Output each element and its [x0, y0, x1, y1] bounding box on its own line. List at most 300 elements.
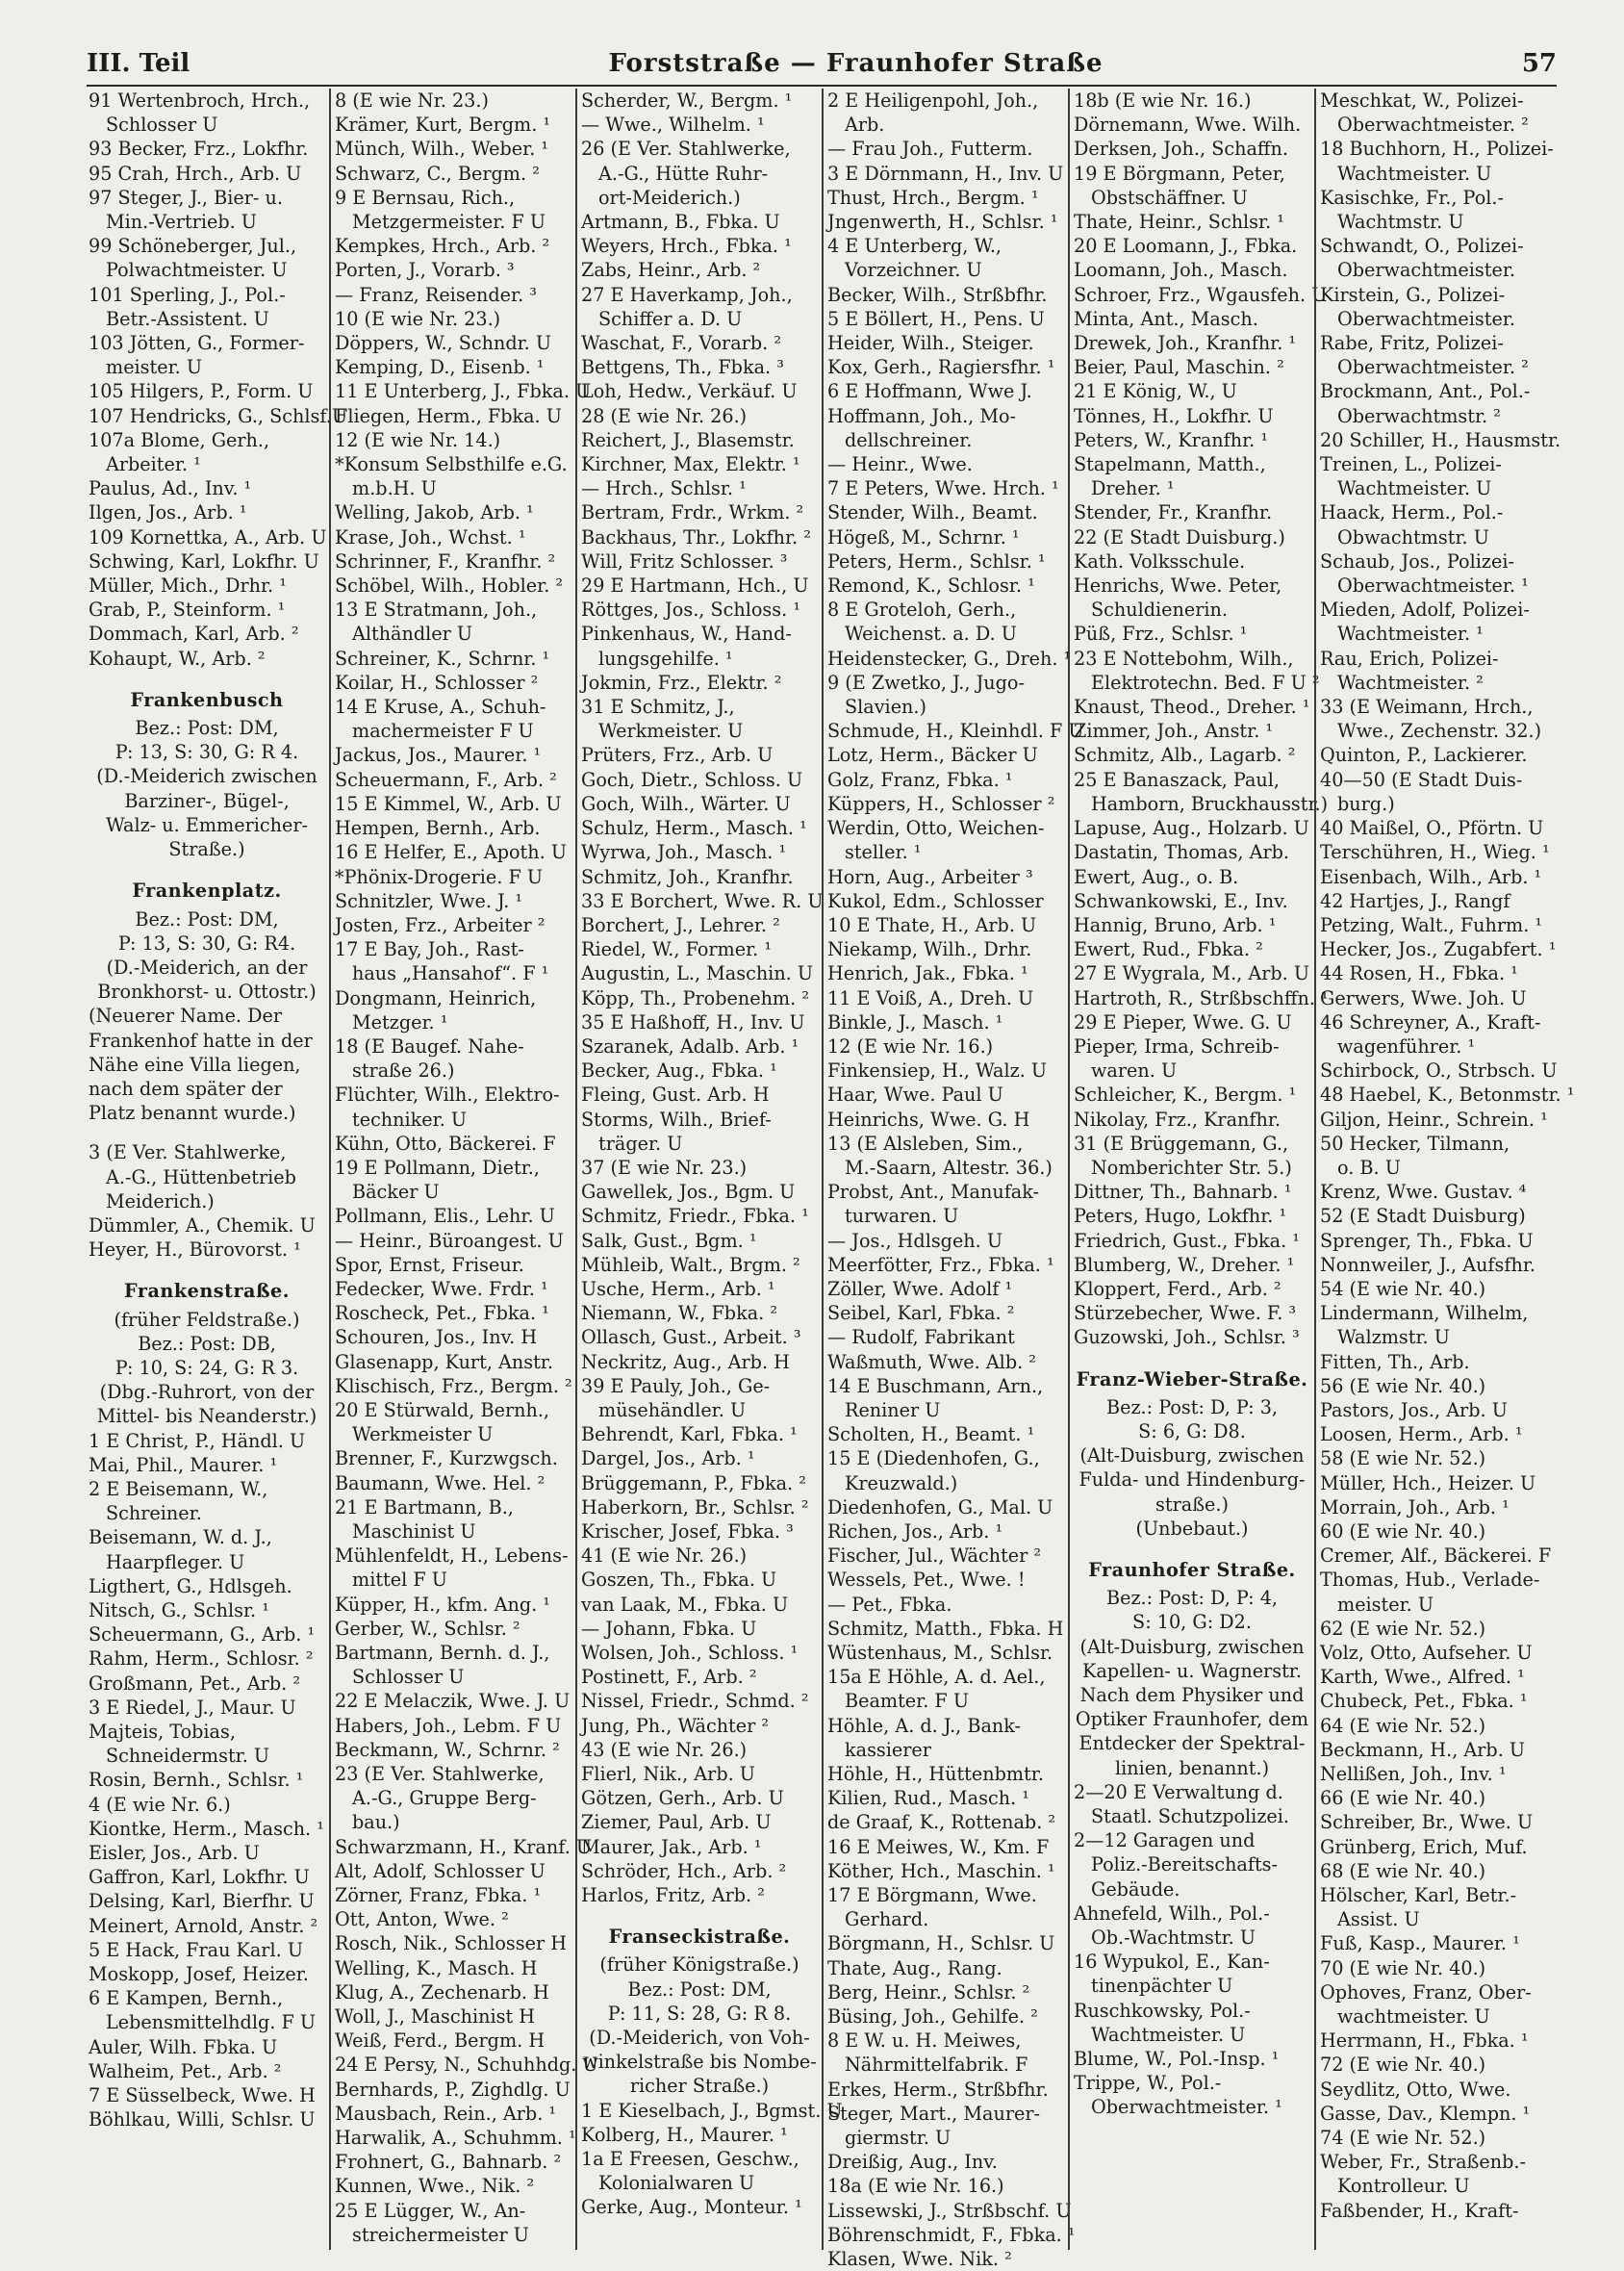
- street-info-line: Barziner-, Bügel-,: [124, 789, 290, 812]
- directory-entry-line: Köpp, Th., Probenehm. ²: [581, 986, 810, 1009]
- directory-entry-line: Weber, Fr., Straßenb.-: [1320, 2151, 1526, 2174]
- directory-entry-line: Schroer, Frz., Wgausfeh. U: [1074, 283, 1328, 306]
- directory-entry-line: Hannig, Bruno, Arb. ¹: [1074, 913, 1277, 936]
- directory-entry-line: Sprenger, Th., Fbka. U: [1320, 1229, 1534, 1252]
- directory-entry-line: Storms, Wilh., Brief-: [581, 1108, 772, 1131]
- directory-entry-line: bau.): [352, 1811, 400, 1834]
- directory-entry-line: 16 E Helfer, E., Apoth. U: [335, 841, 567, 864]
- directory-entry-line: van Laak, M., Fbka. U: [581, 1593, 789, 1616]
- directory-entry-line: Wachtmeister. ¹: [1337, 623, 1484, 646]
- directory-entry-line: Rabe, Fritz, Polizei-: [1320, 332, 1504, 355]
- directory-entry-line: Eisenbach, Wilh., Arb. ¹: [1320, 865, 1542, 888]
- directory-entry-line: 107a Blome, Gerh.,: [89, 428, 270, 451]
- street-info-line: P: 13, S: 30, G: R4.: [117, 931, 296, 955]
- directory-entry-line: meister. U: [106, 356, 203, 379]
- directory-entry-line: Assist. U: [1337, 1908, 1420, 1931]
- directory-entry-line: Nitsch, G., Schlsr. ¹: [89, 1598, 269, 1621]
- directory-entry-line: — Pet., Fbka.: [827, 1593, 952, 1616]
- directory-entry-line: Schöbel, Wilh., Hobler. ²: [335, 574, 564, 598]
- directory-entry-line: 70 (E wie Nr. 40.): [1320, 1956, 1486, 1979]
- directory-entry-line: 9 E Bernsau, Rich.,: [335, 186, 516, 209]
- directory-entry-line: Backhaus, Thr., Lokfhr. ²: [581, 525, 811, 549]
- directory-entry-line: Großmann, Pet., Arb. ²: [89, 1671, 301, 1695]
- directory-entry-line: Ziemer, Paul, Arb. U: [581, 1811, 772, 1834]
- street-info-line: (früher Königstraße.): [599, 1953, 799, 1977]
- directory-entry-line: 16 Wypukol, E., Kan-: [1074, 1951, 1270, 1974]
- directory-entry-line: Cremer, Alf., Bäckerei. F: [1320, 1544, 1552, 1568]
- directory-entry-line: Münch, Wilh., Weber. ¹: [335, 138, 549, 161]
- directory-entry-line: Goch, Dietr., Schloss. U: [581, 768, 803, 791]
- directory-entry-line: Jokmin, Frz., Elektr. ²: [581, 671, 782, 694]
- street-heading: Frankenplatz.: [132, 880, 282, 903]
- directory-entry-line: Gerke, Aug., Monteur. ¹: [581, 2196, 802, 2219]
- column-4: [822, 89, 1084, 2271]
- directory-entry-line: Niekamp, Wilh., Drhr.: [827, 938, 1032, 961]
- directory-entry-line: 11 E Unterberg, J., Fbka. U: [335, 380, 592, 403]
- directory-entry-line: Erkes, Herm., Strßbfhr.: [827, 2078, 1049, 2101]
- directory-entry-line: Seibel, Karl, Fbka. ²: [827, 1302, 1015, 1325]
- directory-entry-line: Brockmann, Ant., Pol.-: [1320, 380, 1531, 403]
- directory-entry-line: A.-G., Gruppe Berg-: [352, 1787, 537, 1810]
- directory-entry-line: Kempkes, Hrch., Arb. ²: [335, 235, 550, 258]
- directory-entry-line: Stender, Fr., Kranfhr.: [1074, 501, 1273, 524]
- street-info-line: winkelstraße bis Nombe-: [582, 2051, 817, 2074]
- directory-entry-line: giermstr. U: [845, 2127, 952, 2150]
- directory-entry-line: Schlosser U: [352, 1666, 465, 1689]
- directory-entry-line: Dörnemann, Wwe. Wilh.: [1074, 114, 1302, 137]
- directory-entry-line: Gaffron, Karl, Lokfhr. U: [89, 1866, 310, 1889]
- directory-entry-line: Rahm, Herm., Schlosr. ²: [89, 1647, 314, 1671]
- directory-entry-line: Waschat, F., Vorarb. ²: [581, 332, 782, 355]
- directory-entry-line: Kohaupt, W., Arb. ²: [89, 647, 266, 670]
- directory-entry-line: Wachtmeister. U: [1337, 477, 1492, 500]
- directory-entry-line: Steger, Mart., Maurer-: [827, 2102, 1041, 2125]
- directory-entry-line: 7 E Peters, Wwe. Hrch. ¹: [827, 477, 1059, 500]
- directory-entry-line: Schleicher, K., Bergm. ¹: [1074, 1084, 1297, 1107]
- street-info-line: (früher Feldstraße.): [114, 1308, 300, 1331]
- directory-entry-line: Augustin, L., Maschin. U: [581, 962, 814, 985]
- directory-entry-line: Majteis, Tobias,: [89, 1721, 236, 1743]
- street-info-line: Bronkhorst- u. Ottostr.): [97, 981, 317, 1004]
- directory-entry-line: Mieden, Adolf, Polizei-: [1320, 599, 1530, 622]
- directory-entry-line: Kox, Gerh., Ragiersfhr. ¹: [827, 356, 1055, 379]
- column-1: [85, 89, 348, 2250]
- directory-entry-line: Krämer, Kurt, Bergm. ¹: [335, 114, 551, 137]
- directory-entry-line: 22 E Melaczik, Wwe. J. U: [335, 1690, 571, 1713]
- directory-entry-line: 11 E Voiß, A., Dreh. U: [827, 986, 1034, 1009]
- directory-entry-line: Kirstein, G., Polizei-: [1320, 283, 1506, 306]
- directory-entry-line: Reniner U: [845, 1398, 941, 1421]
- directory-entry-line: Gerber, W., Schlsr. ²: [335, 1617, 520, 1640]
- directory-entry-line: 46 Schreyner, A., Kraft-: [1320, 1010, 1541, 1033]
- directory-entry-line: Kunnen, Wwe., Nik. ²: [335, 2175, 535, 2198]
- directory-entry-line: nach dem später der: [89, 1077, 283, 1100]
- directory-entry-line: Petzing, Walt., Fuhrm. ¹: [1320, 913, 1543, 936]
- directory-entry-line: Dongmann, Heinrich,: [335, 986, 537, 1009]
- directory-entry-line: Büsing, Joh., Gehilfe. ²: [827, 2005, 1038, 2029]
- street-info-line: Nach dem Physiker und: [1079, 1684, 1305, 1706]
- directory-entry-line: Brenner, F., Kurzwgsch.: [335, 1447, 558, 1470]
- street-info-line: P: 13, S: 30, G: R 4.: [114, 741, 299, 764]
- directory-entry-line: Ligthert, G., Hdlsgeh.: [89, 1574, 292, 1597]
- directory-entry-line: Horn, Aug., Arbeiter ³: [827, 865, 1033, 888]
- directory-entry-line: 107 Hendricks, G., Schlsf.U: [89, 404, 348, 427]
- directory-entry-line: A.-G., Hütte Ruhr-: [598, 162, 769, 185]
- directory-entry-line: Salk, Gust., Bgm. ¹: [581, 1229, 757, 1252]
- directory-entry-line: Harlos, Fritz, Arb. ²: [581, 1884, 765, 1907]
- directory-entry-line: Tönnes, H., Lokfhr. U: [1074, 404, 1274, 427]
- directory-entry-line: Baumann, Wwe. Hel. ²: [335, 1471, 546, 1494]
- directory-entry-line: Mühlenfeldt, H., Lebens-: [335, 1544, 569, 1568]
- directory-entry-line: 99 Schöneberger, Jul.,: [89, 235, 297, 258]
- directory-entry-line: 33 E Borchert, Wwe. R. U: [581, 889, 824, 912]
- directory-entry-line: Kemping, D., Eisenb. ¹: [335, 356, 545, 379]
- directory-entry-line: Schmitz, Friedr., Fbka. ¹: [581, 1205, 809, 1228]
- directory-entry-line: 14 E Buschmann, Arn.,: [827, 1374, 1044, 1397]
- street-info-line: Bez.: Post: DM,: [135, 907, 279, 931]
- directory-entry-line: Hecker, Jos., Zugabfert. ¹: [1320, 938, 1557, 961]
- street-info-line: (D.-Meiderich, an der: [106, 956, 308, 979]
- directory-entry-line: 14 E Kruse, A., Schuh-: [335, 696, 546, 719]
- directory-entry-line: Guzowski, Joh., Schlsr. ³: [1074, 1326, 1300, 1349]
- directory-entry-line: Lebensmittelhdlg. F U: [106, 2011, 317, 2034]
- directory-entry-line: Quinton, P., Lackierer.: [1320, 744, 1528, 767]
- directory-entry-line: Höhle, H., Hüttenbmtr.: [827, 1763, 1044, 1786]
- column-6: [1314, 89, 1575, 2250]
- directory-entry-line: Chubeck, Pet., Fbka. ¹: [1320, 1690, 1528, 1713]
- directory-entry-line: Derksen, Joh., Schaffn.: [1074, 138, 1288, 161]
- directory-entry-line: 18 (E Baugef. Nahe-: [335, 1034, 524, 1058]
- directory-entry-line: — Jos., Hdlsgeh. U: [827, 1229, 1003, 1252]
- directory-entry-line: 18 Buchhorn, H., Polizei-: [1320, 138, 1554, 161]
- directory-entry-line: Götzen, Gerh., Arb. U: [581, 1787, 784, 1810]
- street-info-line: (Unbebaut.): [1135, 1517, 1249, 1540]
- directory-entry-line: 28 (E wie Nr. 26.): [581, 404, 748, 427]
- directory-entry-line: Frohnert, G., Bahnarb. ²: [335, 2151, 562, 2174]
- directory-entry-line: 37 (E wie Nr. 23.): [581, 1156, 748, 1179]
- directory-entry-line: Schmitz, Matth., Fbka. H: [827, 1617, 1064, 1640]
- directory-entry-line: Zimmer, Joh., Anstr. ¹: [1074, 720, 1274, 743]
- column-3: [575, 89, 843, 2250]
- street-info-line: Kapellen- u. Wagnerstr.: [1082, 1659, 1302, 1682]
- directory-entry-line: Haberkorn, Br., Schlsr. ²: [581, 1495, 809, 1518]
- column-2: [329, 89, 598, 2250]
- directory-entry-line: Schreiber, Br., Wwe. U: [1320, 1811, 1534, 1834]
- directory-entry-line: Schreiner.: [106, 1502, 202, 1525]
- directory-entry-line: Fleing, Gust. Arb. H: [581, 1084, 770, 1107]
- directory-entry-line: Wüstenhaus, M., Schlsr.: [827, 1642, 1053, 1664]
- directory-entry-line: Fischer, Jul., Wächter ²: [827, 1544, 1042, 1568]
- directory-entry-line: Kirchner, Max, Elektr. ¹: [581, 453, 800, 476]
- directory-entry-line: 5 E Böllert, H., Pens. U: [827, 307, 1045, 330]
- directory-entry-line: Kloppert, Ferd., Arb. ²: [1074, 1277, 1281, 1300]
- directory-entry-line: 25 E Lügger, W., An-: [335, 2199, 526, 2222]
- directory-entry-line: Wachtmstr. U: [1337, 211, 1464, 234]
- directory-entry-line: Kasischke, Fr., Pol.-: [1320, 186, 1504, 209]
- directory-entry-line: Böhrenschmidt, F., Fbka. ¹: [827, 2223, 1076, 2246]
- directory-entry-line: waren. U: [1091, 1059, 1178, 1083]
- directory-entry-line: Gerwers, Wwe. Joh. U: [1320, 986, 1527, 1009]
- directory-entry-line: Hartroth, R., Strßbschffn. ¹: [1074, 986, 1329, 1009]
- directory-entry-line: meister. U: [1337, 1593, 1434, 1616]
- directory-entry-line: 8 (E wie Nr. 23.): [335, 89, 489, 112]
- directory-entry-line: Platz benannt wurde.): [89, 1102, 296, 1125]
- directory-entry-line: 64 (E wie Nr. 52.): [1320, 1714, 1486, 1737]
- directory-entry-line: Welling, Jakob, Arb. ¹: [335, 501, 534, 524]
- directory-entry-line: burg.): [1337, 792, 1395, 815]
- directory-entry-line: Röttges, Jos., Schloss. ¹: [581, 599, 801, 622]
- directory-entry-line: m.b.H. U: [352, 477, 437, 500]
- directory-entry-line: Berg, Heinr., Schlsr. ²: [827, 1980, 1030, 2003]
- directory-entry-line: Schreiner, K., Schrnr. ¹: [335, 647, 550, 670]
- directory-entry-line: 31 (E Brüggemann, G.,: [1074, 1132, 1289, 1155]
- directory-entry-line: Dommach, Karl, Arb. ²: [89, 623, 299, 646]
- directory-entry-line: Ollasch, Gust., Arbeit. ³: [581, 1326, 801, 1349]
- directory-entry-line: Krenz, Wwe. Gustav. ⁴: [1320, 1181, 1527, 1204]
- street-heading: Fraunhofer Straße.: [1088, 1558, 1296, 1581]
- directory-entry-line: Harwalik, A., Schuhmm. ¹: [335, 2127, 576, 2150]
- directory-entry-line: Schröder, Hch., Arb. ²: [581, 1859, 787, 1882]
- directory-entry-line: 109 Kornettka, A., Arb. U: [89, 525, 327, 549]
- directory-entry-line: 15 E (Diedenhofen, G.,: [827, 1447, 1040, 1470]
- directory-entry-line: Postinett, F., Arb. ²: [581, 1666, 757, 1689]
- directory-entry-line: Lotz, Herm., Bäcker U: [827, 744, 1038, 767]
- directory-entry-line: 101 Sperling, J., Pol.-: [89, 283, 286, 306]
- directory-entry-line: Frankenhof hatte in der: [89, 1029, 313, 1052]
- directory-entry-line: 2 E Heiligenpohl, Joh.,: [827, 89, 1039, 112]
- directory-entry-line: Beamter. F U: [845, 1690, 969, 1713]
- directory-entry-line: Moskopp, Josef, Heizer.: [89, 1963, 309, 1986]
- directory-entry-line: Stapelmann, Matth.,: [1074, 453, 1266, 476]
- directory-entry-line: Nikolay, Frz., Kranfhr.: [1074, 1108, 1281, 1131]
- directory-entry-line: 1 E Christ, P., Händl. U: [89, 1429, 306, 1452]
- directory-entry-line: Bertram, Frdr., Wrkm. ²: [581, 501, 804, 524]
- directory-entry-line: 56 (E wie Nr. 40.): [1320, 1374, 1486, 1397]
- directory-columns: [85, 89, 1575, 2271]
- directory-entry-line: 1a E Freesen, Geschw.,: [581, 2148, 799, 2171]
- directory-entry-line: Nonnweiler, J., Aufsfhr.: [1320, 1253, 1536, 1276]
- directory-entry-line: 18b (E wie Nr. 16.): [1074, 89, 1252, 112]
- directory-entry-line: 42 Hartjes, J., Rangf: [1320, 889, 1510, 912]
- directory-entry-line: 3 E Dörnmann, H., Inv. U: [827, 162, 1064, 185]
- directory-entry-line: Oberwachtmeister. ²: [1337, 356, 1529, 379]
- directory-entry-line: Schwing, Karl, Lokfhr. U: [89, 549, 319, 573]
- directory-entry-line: Pastors, Jos., Arb. U: [1320, 1398, 1508, 1421]
- directory-entry-line: Metzger. ¹: [352, 1010, 448, 1033]
- directory-entry-line: Beisemann, W. d. J.,: [89, 1526, 272, 1549]
- directory-entry-line: Walzmstr. U: [1337, 1326, 1450, 1349]
- directory-entry-line: Haack, Herm., Pol.-: [1320, 501, 1504, 524]
- directory-entry-line: Werdin, Otto, Weichen-: [827, 817, 1045, 840]
- directory-entry-line: Wachtmeister. ²: [1337, 671, 1484, 694]
- street-info-line: Entdecker der Spektral-: [1078, 1732, 1306, 1755]
- directory-entry-line: Oberwachtmeister. ¹: [1091, 2096, 1282, 2119]
- directory-entry-line: Schrinner, F., Kranfhr. ²: [335, 549, 556, 573]
- directory-entry-line: Ilgen, Jos., Arb. ¹: [89, 501, 247, 524]
- directory-entry-line: o. B. U: [1337, 1156, 1401, 1179]
- directory-entry-line: Dümmler, A., Chemik. U: [89, 1213, 316, 1237]
- directory-entry-line: Betr.-Assistent. U: [106, 307, 269, 330]
- directory-entry-line: Faßbender, H., Kraft-: [1320, 2199, 1519, 2222]
- directory-entry-line: Auler, Wilh. Fbka. U: [89, 2035, 278, 2058]
- street-info-line: Fulda- und Hindenburg-: [1078, 1468, 1306, 1492]
- street-info-line: Mittel- bis Neanderstr.): [96, 1405, 317, 1428]
- street-heading: Frankenbusch: [130, 688, 284, 711]
- directory-entry-line: wachtmeister. U: [1337, 2005, 1490, 2029]
- directory-entry-line: 29 E Pieper, Wwe. G. U: [1074, 1010, 1292, 1033]
- street-info-line: (D.-Meiderich, von Voh-: [589, 2027, 810, 2050]
- directory-entry-line: Metzgermeister. F U: [352, 211, 546, 234]
- directory-entry-line: Becker, Aug., Fbka. ¹: [581, 1059, 777, 1083]
- directory-entry-line: Brüggemann, P., Fbka. ²: [581, 1471, 806, 1494]
- directory-entry-line: Lapuse, Aug., Holzarb. U: [1074, 817, 1309, 840]
- directory-entry-line: Reichert, J., Blasemstr.: [581, 428, 795, 451]
- directory-entry-line: Thate, Aug., Rang.: [827, 1956, 1002, 1979]
- directory-entry-line: Klischisch, Frz., Bergm. ²: [335, 1374, 572, 1397]
- directory-entry-line: Grab, P., Steinform. ¹: [89, 599, 286, 622]
- directory-entry-line: Mausbach, Rein., Arb. ¹: [335, 2102, 557, 2125]
- directory-entry-line: Glasenapp, Kurt, Anstr.: [335, 1350, 553, 1373]
- directory-entry-line: Peters, Hugo, Lokfhr. ¹: [1074, 1205, 1287, 1228]
- directory-entry-line: 23 (E Ver. Stahlwerke,: [335, 1763, 545, 1786]
- directory-entry-line: Finkensiep, H., Walz. U: [827, 1059, 1048, 1083]
- directory-entry-line: Borchert, J., Lehrer. ²: [581, 913, 780, 936]
- directory-entry-line: Grünberg, Erich, Muf.: [1320, 1835, 1528, 1858]
- directory-entry-line: träger. U: [598, 1132, 683, 1155]
- directory-entry-line: 44 Rosen, H., Fbka. ¹: [1320, 962, 1518, 985]
- directory-entry-line: 2—12 Garagen und: [1074, 1829, 1256, 1852]
- directory-entry-line: Müller, Mich., Drhr. ¹: [89, 574, 287, 598]
- directory-entry-line: Henrichs, Wwe. Peter,: [1074, 574, 1282, 598]
- column-5: [1068, 89, 1329, 2250]
- directory-entry-line: streichermeister U: [352, 2223, 529, 2246]
- directory-entry-line: Flüchter, Wilh., Elektro-: [335, 1084, 560, 1107]
- directory-entry-line: Rau, Erich, Polizei-: [1320, 647, 1499, 670]
- directory-entry-line: 40 Maißel, O., Pförtn. U: [1320, 817, 1544, 840]
- directory-entry-line: 9 (E Zwetko, J., Jugo-: [827, 671, 1025, 694]
- directory-entry-line: müsehändler. U: [598, 1398, 747, 1421]
- directory-entry-line: Oberwachtmstr. ²: [1337, 404, 1501, 427]
- directory-entry-line: Waßmuth, Wwe. Alb. ²: [827, 1350, 1036, 1373]
- directory-entry-line: Krase, Joh., Wchst. ¹: [335, 525, 526, 549]
- directory-entry-line: Nomberichter Str. 5.): [1091, 1156, 1292, 1179]
- directory-entry-line: Elektrotechn. Bed. F U ²: [1091, 671, 1320, 694]
- directory-entry-line: 8 E Groteloh, Gerh.,: [827, 599, 1017, 622]
- street-info-line: (Alt-Duisburg, zwischen: [1079, 1444, 1305, 1467]
- directory-entry-line: 72 (E wie Nr. 40.): [1320, 2054, 1486, 2077]
- street-info-line: Bez.: Post: D, P: 4,: [1105, 1587, 1279, 1610]
- directory-entry-line: Friedrich, Gust., Fbka. ¹: [1074, 1229, 1300, 1252]
- directory-entry-line: Binkle, J., Masch. ¹: [827, 1010, 1003, 1033]
- directory-entry-line: Küpper, H., kfm. Ang. ¹: [335, 1593, 550, 1616]
- directory-entry-line: Niemann, W., Fbka. ²: [581, 1302, 778, 1325]
- directory-entry-line: Drewek, Joh., Kranfhr. ¹: [1074, 332, 1297, 355]
- directory-entry-line: Nissel, Friedr., Schmd. ²: [581, 1690, 809, 1713]
- directory-entry-line: Seydlitz, Otto, Wwe.: [1320, 2078, 1511, 2101]
- directory-entry-line: Böhlkau, Willi, Schlsr. U: [89, 2108, 316, 2131]
- directory-entry-line: Loh, Hedw., Verkäuf. U: [581, 380, 798, 403]
- directory-entry-line: 58 (E wie Nr. 52.): [1320, 1447, 1486, 1470]
- directory-entry-line: Arbeiter. ¹: [106, 453, 201, 476]
- directory-entry-line: Weiß, Ferd., Bergm. H: [335, 2029, 546, 2053]
- directory-entry-line: Hölscher, Karl, Betr.-: [1320, 1884, 1517, 1907]
- directory-entry-line: Krischer, Josef, Fbka. ³: [581, 1519, 794, 1543]
- directory-entry-line: 48 Haebel, K., Betonmstr. ¹: [1320, 1084, 1575, 1107]
- directory-entry-line: Trippe, W., Pol.-: [1074, 2072, 1222, 2095]
- directory-entry-line: Weichenst. a. D. U: [845, 623, 1017, 646]
- directory-entry-line: Golz, Franz, Fbka. ¹: [827, 768, 1013, 791]
- directory-entry-line: Schwankowski, E., Inv.: [1074, 889, 1288, 912]
- directory-entry-line: Gasse, Dav., Klempn. ¹: [1320, 2102, 1531, 2125]
- street-info-line: linien, benannt.): [1114, 1756, 1270, 1779]
- directory-entry-line: — Johann, Fbka. U: [581, 1617, 757, 1640]
- directory-entry-line: *Konsum Selbsthilfe e.G.: [335, 453, 568, 476]
- directory-entry-line: — Hrch., Schlsr. ¹: [581, 477, 747, 500]
- directory-entry-line: Wolsen, Joh., Schloss. ¹: [581, 1642, 799, 1664]
- directory-entry-line: Dargel, Jos., Arb. ¹: [581, 1447, 755, 1470]
- directory-entry-line: Bartmann, Bernh. d. J.,: [335, 1642, 550, 1664]
- directory-entry-line: Scherder, W., Bergm. ¹: [581, 89, 793, 112]
- directory-entry-line: Lindermann, Wilhelm,: [1320, 1302, 1529, 1325]
- directory-entry-line: Bettgens, Th., Fbka. ³: [581, 356, 784, 379]
- directory-entry-line: 3 (E Ver. Stahlwerke,: [89, 1141, 287, 1164]
- directory-entry-line: Peters, W., Kranfhr. ¹: [1074, 428, 1269, 451]
- directory-entry-line: A.-G., Hüttenbetrieb: [106, 1165, 296, 1188]
- directory-entry-line: Lissewski, J., Strßbschf. U: [827, 2199, 1072, 2222]
- directory-entry-line: 103 Jötten, G., Former-: [89, 332, 305, 355]
- directory-entry-line: 24 E Persy, N., Schuhhdg. U: [335, 2054, 598, 2077]
- directory-entry-line: 17 E Börgmann, Wwe.: [827, 1884, 1037, 1907]
- directory-entry-line: Ophoves, Franz, Ober-: [1320, 1980, 1532, 2003]
- directory-entry-line: Dreher. ¹: [1091, 477, 1175, 500]
- directory-entry-line: Delsing, Karl, Bierfhr. U: [89, 1890, 315, 1913]
- directory-entry-line: Zörner, Franz, Fbka. ¹: [335, 1884, 542, 1907]
- directory-entry-line: 25 E Banaszack, Paul,: [1074, 768, 1281, 791]
- directory-entry-line: Pinkenhaus, W., Hand-: [581, 623, 792, 646]
- directory-entry-line: 12 (E wie Nr. 16.): [827, 1034, 994, 1058]
- directory-entry-line: Heinrichs, Wwe. G. H: [827, 1108, 1030, 1131]
- street-info-line: straße.): [1155, 1493, 1229, 1516]
- directory-entry-line: Karth, Wwe., Alfred. ¹: [1320, 1666, 1525, 1689]
- directory-entry-line: Klasen, Wwe. Nik. ²: [827, 2248, 1012, 2271]
- directory-entry-line: 20 Schiller, H., Hausmstr.: [1320, 428, 1561, 451]
- directory-entry-line: techniker. U: [352, 1108, 468, 1131]
- directory-entry-line: Vorzeichner. U: [845, 259, 982, 282]
- directory-entry-line: Flierl, Nik., Arb. U: [581, 1763, 755, 1786]
- directory-entry-line: Kolberg, H., Maurer. ¹: [581, 2123, 788, 2146]
- directory-entry-line: 60 (E wie Nr. 40.): [1320, 1519, 1486, 1543]
- directory-entry-line: Dittner, Th., Bahnarb. ¹: [1074, 1181, 1292, 1204]
- directory-entry-line: Volz, Otto, Aufseher. U: [1320, 1642, 1533, 1664]
- directory-entry-line: Schuldienerin.: [1091, 599, 1228, 622]
- directory-entry-line: 19 E Pollmann, Dietr.,: [335, 1156, 540, 1179]
- directory-entry-line: Jung, Ph., Wächter ²: [581, 1714, 770, 1737]
- directory-entry-line: Szaranek, Adalb. Arb. ¹: [581, 1034, 799, 1058]
- directory-entry-line: Richen, Jos., Arb. ¹: [827, 1519, 1003, 1543]
- directory-entry-line: — Rudolf, Fabrikant: [827, 1326, 1015, 1349]
- directory-entry-line: Pollmann, Elis., Lehr. U: [335, 1205, 555, 1228]
- directory-entry-line: Mühleib, Walt., Brgm. ²: [581, 1253, 800, 1276]
- directory-entry-line: M.-Saarn, Altestr. 36.): [845, 1156, 1053, 1179]
- directory-entry-line: 16 E Meiwes, W., Km. F: [827, 1835, 1050, 1858]
- directory-entry-line: 50 Hecker, Tilmann,: [1320, 1132, 1510, 1155]
- directory-entry-line: Börgmann, H., Schlsr. U: [827, 1932, 1055, 1955]
- directory-entry-line: 4 (E wie Nr. 6.): [89, 1793, 231, 1816]
- directory-entry-line: Scheuermann, G., Arb. ¹: [89, 1623, 316, 1646]
- page-header: [87, 42, 1557, 87]
- street-info-line: P: 10, S: 24, G: R 3.: [114, 1356, 299, 1379]
- directory-entry-line: Bernhards, P., Zighdlg. U: [335, 2078, 571, 2101]
